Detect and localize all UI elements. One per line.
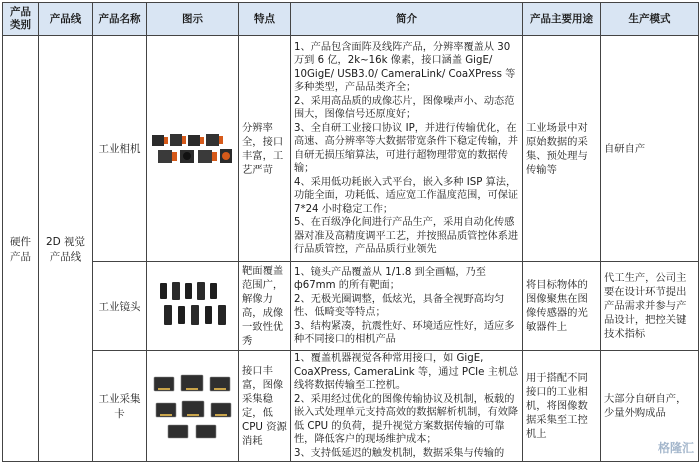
table-row — [3, 262, 699, 351]
camera-image — [147, 36, 239, 262]
category-cell: 硬件产品 — [3, 36, 39, 462]
header-name: 产品名称 — [93, 3, 147, 36]
product-name: 工业相机 — [93, 36, 147, 262]
line-cell: 2D 视觉产品线 — [39, 36, 93, 462]
production-mode: 自研自产 — [601, 36, 699, 262]
intro-line: 1、覆盖机器视觉各种常用接口，如 GigE, CoaXPress, CameraLink 等，通过 PCIe 主机总线将数据传输至工控机。 — [294, 353, 519, 391]
production-mode: 大部分自研自产，少量外购成品 — [601, 351, 699, 462]
header-use: 产品主要用途 — [523, 3, 601, 36]
watermark-logo: 格隆汇 — [657, 441, 694, 455]
table-row — [3, 36, 699, 262]
product-table — [2, 2, 699, 462]
camera-icon — [150, 129, 236, 169]
intro-line: 2、无极光圈调整，低炫光，具备全视野高均匀性、低畸变等特点； — [294, 293, 505, 318]
product-use: 用于搭配不同接口的工业相机，将图像数据采集至工控机上 — [523, 351, 601, 462]
product-name: 工业镜头 — [93, 262, 147, 351]
intro-line: 2、采用高品质的成像芯片，图像噪声小、动态范围大，图像信号还原度好； — [294, 95, 515, 120]
product-features: 接口丰富，图像采集稳定，低 CPU 资源消耗 — [239, 351, 291, 462]
product-name: 工业采集卡 — [93, 351, 147, 462]
product-features: 靶面覆盖范围广，解像力高，成像一致性优秀 — [239, 262, 291, 351]
header-mode: 生产模式 — [601, 3, 699, 36]
product-intro — [291, 351, 523, 462]
intro-line: 1、镜头产品覆盖从 1/1.8 到全画幅，乃至 ф67mm 的所有靶面； — [294, 266, 486, 291]
header-intro: 简介 — [291, 3, 523, 36]
product-features: 分辨率全，接口丰富，工艺严苛 — [239, 36, 291, 262]
header-line: 产品线 — [39, 3, 93, 36]
product-use: 工业场景中对原始数据的采集、预处理与传输等 — [523, 36, 601, 262]
intro-line: 1、产品包含面阵及线阵产品，分辨率覆盖从 30万到 6 亿，2k~16k 像素，接口涵盖 GigE/ 10GigE/ USB3.0/ CameraLink/ CoaXPress 等多种类型，产品品类齐全； — [294, 41, 516, 93]
table-row — [3, 351, 699, 462]
header-image: 图示 — [147, 3, 239, 36]
lens-image — [147, 262, 239, 351]
capture-card-icon — [150, 369, 236, 443]
header-row — [3, 3, 699, 36]
intro-line: 3、结构紧凑，抗震性好、环境适应性好，适应多种不同接口的相机产品 — [294, 320, 515, 345]
intro-line: 5、在百级净化间进行产品生产，采用自动化传感器对准及高精度调平工艺，并按照品质管控体系进行品质管控，产品品质行业领先 — [294, 217, 519, 255]
lens-icon — [150, 279, 236, 333]
production-mode: 代工生产，公司主要在设计环节提出产品需求并参与产品设计，把控关键技术指标 — [601, 262, 699, 351]
capture-card-image — [147, 351, 239, 462]
intro-line: 3、支持低延迟的触发机制，数据采集与传输的 — [294, 447, 505, 459]
header-features: 特点 — [239, 3, 291, 36]
product-use: 将目标物体的图像聚焦在图像传感器的光敏器件上 — [523, 262, 601, 351]
product-intro — [291, 36, 523, 262]
intro-line: 2、采用经过优化的图像传输协议及机制，板载的嵌入式处理单元支持高效的数据解析机制，有效降低 CPU 的负荷，提升视觉方案数据传输的可靠性，降低客户的现场维护成本； — [294, 393, 519, 445]
product-intro — [291, 262, 523, 351]
intro-line: 3、全自研工业接口协议 IP，并进行传输优化，在高速、高分辨率等大数据带宽条件下稳定传输，并自研无损压缩算法，可进行超物理带宽的数据传输； — [294, 122, 519, 174]
header-category: 产品类别 — [3, 3, 39, 36]
intro-line: 4、采用低功耗嵌入式平台，嵌入多种 ISP 算法，功能全面，功耗低、适应宽工作温度范围，可保证 7*24 小时稳定工作； — [294, 176, 519, 215]
